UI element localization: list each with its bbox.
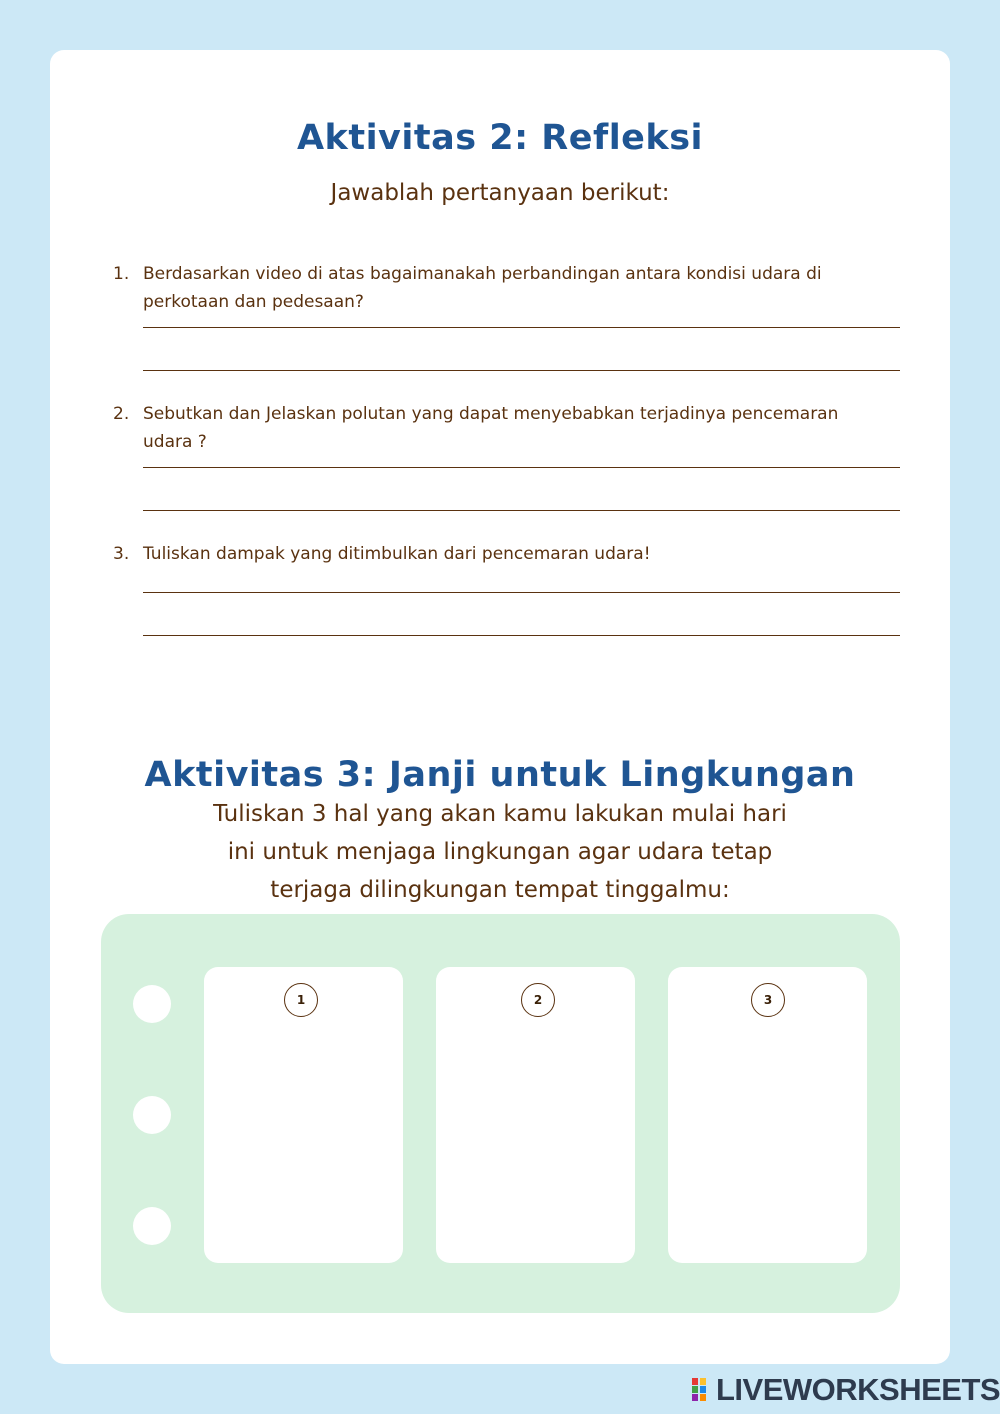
card-number-badge: 3 [751, 983, 785, 1017]
question-text: Sebutkan dan Jelaskan polutan yang dapat menyebabkan terjadinya pencemaran udara ? [143, 404, 839, 452]
answer-line-2b[interactable] [143, 510, 900, 511]
liveworksheets-logo [692, 1374, 1000, 1406]
card-number-badge: 1 [284, 983, 318, 1017]
question-text: Tuliskan dampak yang ditimbulkan dari pencemaran udara! [143, 544, 651, 564]
activity3-instructions: Tuliskan 3 hal yang akan kamu lakukan mulai hari ini untuk menjaga lingkungan agar udara tetap terjaga dilingkungan tempat tinggalmu: [213, 801, 787, 903]
binder-hole [133, 1096, 171, 1134]
promise-card-2[interactable] [436, 967, 635, 1263]
question-3 [113, 540, 903, 570]
brand-text: LIVEWORKSHEETS [716, 1372, 1000, 1407]
question-text: Berdasarkan video di atas bagaimanakah perbandingan antara kondisi udara di perkotaan dan pedesaan? [143, 264, 822, 312]
activity3-title: Aktivitas 3: Janji untuk Lingkungan [144, 755, 856, 795]
answer-line-2a[interactable] [143, 467, 900, 468]
binder-hole [133, 985, 171, 1023]
activity2-title: Aktivitas 2: Refleksi [296, 118, 704, 158]
promise-card-1[interactable] [204, 967, 403, 1263]
question-number: 2. [113, 404, 130, 424]
liveworksheets-logo-icon [692, 1378, 714, 1402]
question-number: 3. [113, 544, 130, 564]
binder-hole [133, 1207, 171, 1245]
card-number-badge: 2 [521, 983, 555, 1017]
question-2 [113, 400, 903, 460]
answer-line-1a[interactable] [143, 327, 900, 328]
promise-card-3[interactable] [668, 967, 867, 1263]
activity2-subtitle: Jawablah pertanyaan berikut: [330, 180, 670, 206]
answer-line-3b[interactable] [143, 635, 900, 636]
question-number: 1. [113, 264, 130, 284]
answer-line-1b[interactable] [143, 370, 900, 371]
answer-line-3a[interactable] [143, 592, 900, 593]
question-1 [113, 260, 903, 320]
